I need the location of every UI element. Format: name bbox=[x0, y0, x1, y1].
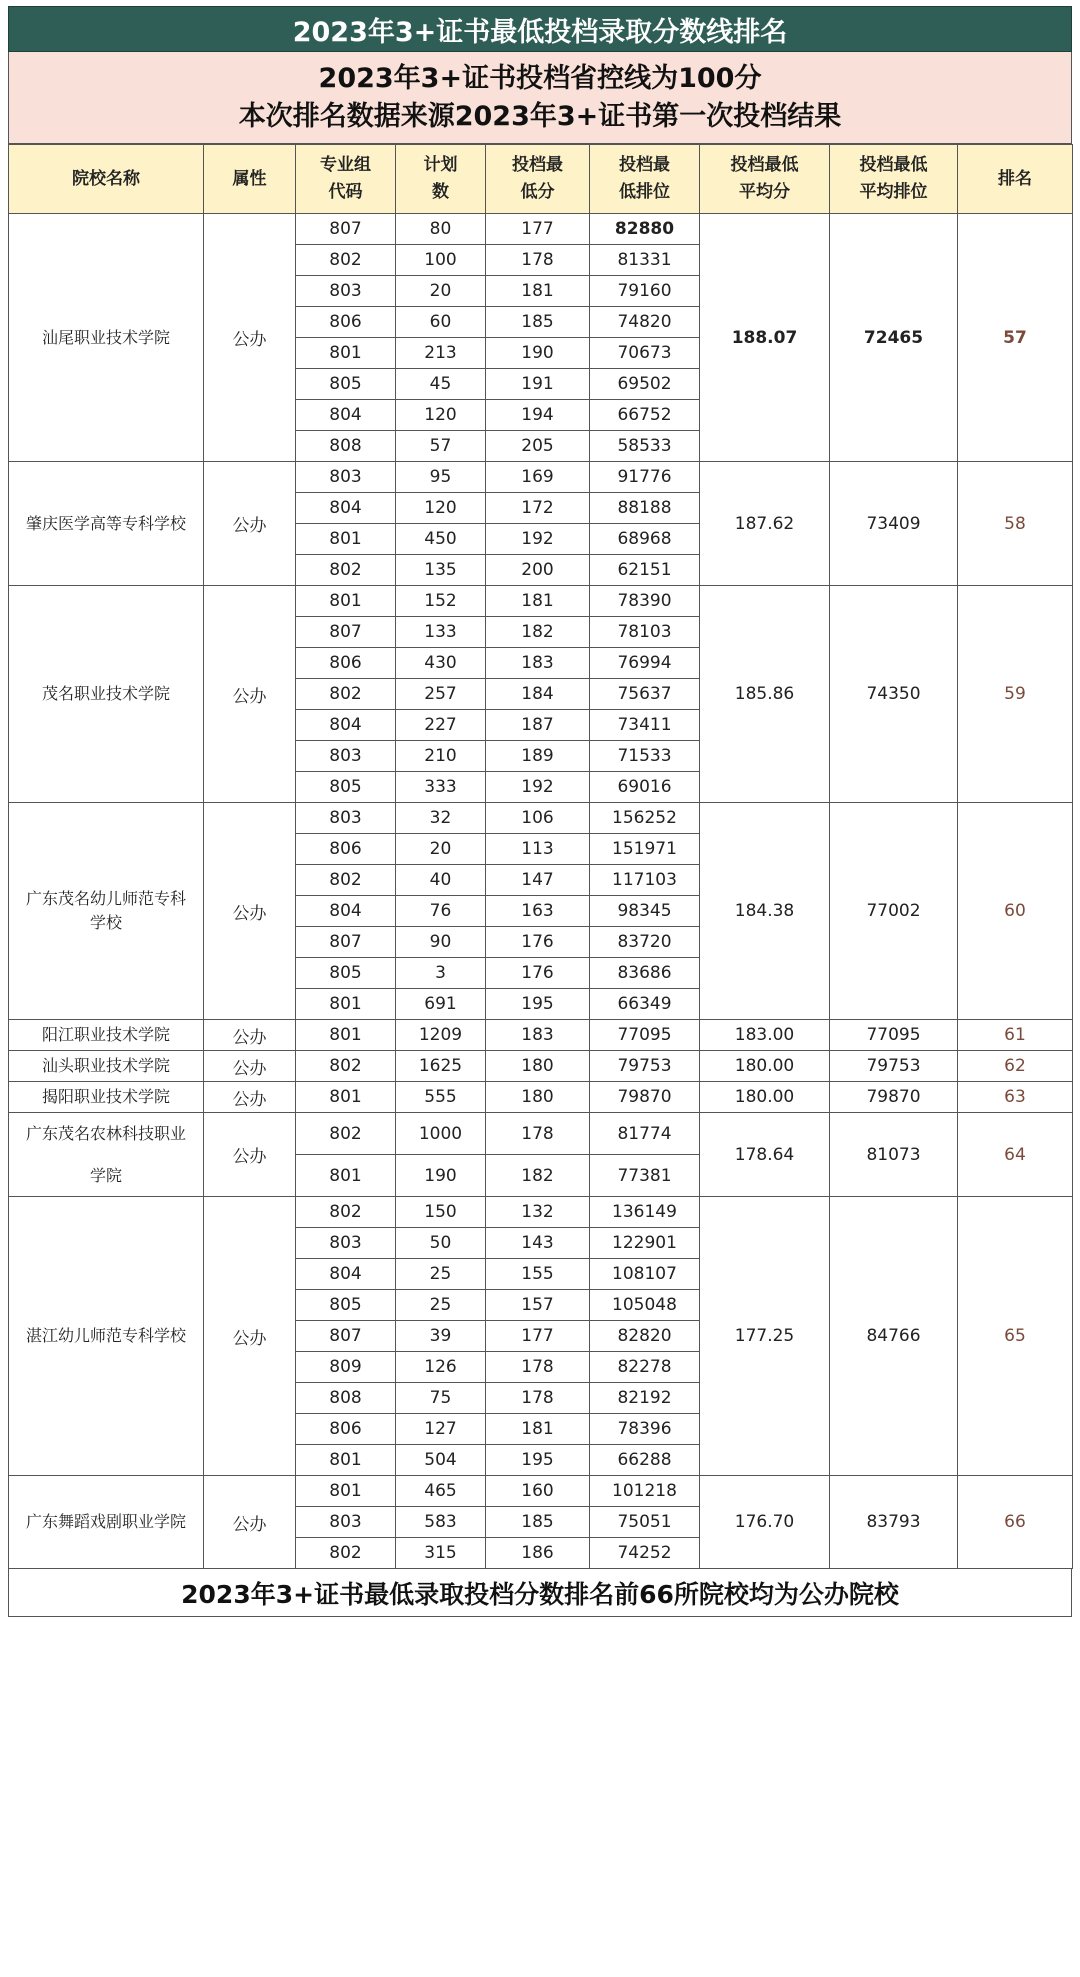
group-code-cell: 803 bbox=[296, 1507, 396, 1538]
column-header bbox=[9, 145, 204, 214]
subtitle-box bbox=[8, 52, 1072, 144]
min-score-cell: 178 bbox=[486, 1352, 590, 1383]
min-rank-cell: 62151 bbox=[590, 555, 700, 586]
plan-count-cell: 120 bbox=[396, 400, 486, 431]
school-type-cell: 公办 bbox=[204, 1476, 296, 1569]
min-score-cell: 181 bbox=[486, 586, 590, 617]
min-rank-cell: 79870 bbox=[590, 1082, 700, 1113]
group-code-cell: 806 bbox=[296, 307, 396, 338]
min-rank-cell: 101218 bbox=[590, 1476, 700, 1507]
table-row bbox=[9, 214, 1073, 245]
min-score-cell: 185 bbox=[486, 1507, 590, 1538]
plan-count-cell: 57 bbox=[396, 431, 486, 462]
avg-score-cell: 180.00 bbox=[700, 1082, 830, 1113]
plan-count-cell: 39 bbox=[396, 1321, 486, 1352]
group-code-cell: 803 bbox=[296, 462, 396, 493]
avg-score-cell: 188.07 bbox=[700, 214, 830, 462]
table-row bbox=[9, 586, 1073, 617]
subtitle-line-2: 本次排名数据来源2023年3+证书第一次投档结果 bbox=[238, 100, 842, 132]
min-score-cell: 106 bbox=[486, 803, 590, 834]
school-name-cell bbox=[9, 803, 204, 1020]
min-score-cell: 147 bbox=[486, 865, 590, 896]
min-score-cell: 205 bbox=[486, 431, 590, 462]
plan-count-cell: 1000 bbox=[396, 1113, 486, 1155]
column-header-line: 计划 bbox=[423, 155, 458, 175]
plan-count-cell: 100 bbox=[396, 245, 486, 276]
plan-count-cell: 45 bbox=[396, 369, 486, 400]
plan-count-cell: 40 bbox=[396, 865, 486, 896]
min-rank-cell: 81331 bbox=[590, 245, 700, 276]
school-name-cell bbox=[9, 1113, 204, 1197]
group-code-cell: 804 bbox=[296, 400, 396, 431]
min-score-cell: 176 bbox=[486, 927, 590, 958]
min-score-cell: 182 bbox=[486, 1155, 590, 1197]
min-rank-cell: 78103 bbox=[590, 617, 700, 648]
min-rank-cell: 91776 bbox=[590, 462, 700, 493]
min-rank-cell: 117103 bbox=[590, 865, 700, 896]
min-rank-cell: 66349 bbox=[590, 989, 700, 1020]
school-type-cell: 公办 bbox=[204, 462, 296, 586]
table-row bbox=[9, 1197, 1073, 1228]
min-score-cell: 113 bbox=[486, 834, 590, 865]
group-code-cell: 804 bbox=[296, 1259, 396, 1290]
rank-cell: 57 bbox=[958, 214, 1073, 462]
column-header-line: 排名 bbox=[998, 168, 1032, 189]
group-code-cell: 804 bbox=[296, 493, 396, 524]
plan-count-cell: 691 bbox=[396, 989, 486, 1020]
column-header-line: 专业组 bbox=[320, 155, 371, 175]
plan-count-cell: 430 bbox=[396, 648, 486, 679]
avg-rank-cell: 77002 bbox=[830, 803, 958, 1020]
plan-count-cell: 333 bbox=[396, 772, 486, 803]
group-code-cell: 808 bbox=[296, 431, 396, 462]
plan-count-cell: 227 bbox=[396, 710, 486, 741]
footer-note: 2023年3+证书最低录取投档分数排名前66所院校均为公办院校 bbox=[8, 1569, 1072, 1617]
group-code-cell: 805 bbox=[296, 369, 396, 400]
min-score-cell: 191 bbox=[486, 369, 590, 400]
plan-count-cell: 190 bbox=[396, 1155, 486, 1197]
school-name-line: 学院 bbox=[89, 1165, 122, 1185]
min-score-cell: 169 bbox=[486, 462, 590, 493]
plan-count-cell: 504 bbox=[396, 1445, 486, 1476]
min-rank-cell: 78396 bbox=[590, 1414, 700, 1445]
column-header-line: 低分 bbox=[520, 182, 555, 202]
avg-rank-cell: 79870 bbox=[830, 1082, 958, 1113]
min-rank-cell: 88188 bbox=[590, 493, 700, 524]
column-header-line: 数 bbox=[432, 182, 449, 202]
min-rank-cell: 70673 bbox=[590, 338, 700, 369]
plan-count-cell: 75 bbox=[396, 1383, 486, 1414]
min-score-cell: 178 bbox=[486, 1383, 590, 1414]
min-score-cell: 186 bbox=[486, 1538, 590, 1569]
group-code-cell: 801 bbox=[296, 586, 396, 617]
plan-count-cell: 555 bbox=[396, 1082, 486, 1113]
column-header-line: 平均分 bbox=[739, 182, 790, 202]
column-header-line: 平均排位 bbox=[859, 182, 928, 202]
min-rank-cell: 75637 bbox=[590, 679, 700, 710]
group-code-cell: 801 bbox=[296, 989, 396, 1020]
avg-score-cell: 177.25 bbox=[700, 1197, 830, 1476]
avg-rank-cell: 77095 bbox=[830, 1020, 958, 1051]
min-rank-cell: 82880 bbox=[590, 214, 700, 245]
min-rank-cell: 69016 bbox=[590, 772, 700, 803]
avg-score-cell: 187.62 bbox=[700, 462, 830, 586]
column-header-line: 属性 bbox=[232, 168, 267, 189]
school-name-line: 广东茂名农林科技职业 bbox=[25, 1123, 186, 1143]
min-rank-cell: 82820 bbox=[590, 1321, 700, 1352]
school-type-cell: 公办 bbox=[204, 1082, 296, 1113]
group-code-cell: 803 bbox=[296, 803, 396, 834]
plan-count-cell: 60 bbox=[396, 307, 486, 338]
group-code-cell: 801 bbox=[296, 1476, 396, 1507]
plan-count-cell: 133 bbox=[396, 617, 486, 648]
min-score-cell: 177 bbox=[486, 1321, 590, 1352]
plan-count-cell: 3 bbox=[396, 958, 486, 989]
group-code-cell: 802 bbox=[296, 1113, 396, 1155]
school-name-cell bbox=[9, 586, 204, 803]
column-header bbox=[296, 145, 396, 214]
min-score-cell: 200 bbox=[486, 555, 590, 586]
min-rank-cell: 74820 bbox=[590, 307, 700, 338]
min-score-cell: 181 bbox=[486, 1414, 590, 1445]
school-type-cell: 公办 bbox=[204, 214, 296, 462]
plan-count-cell: 25 bbox=[396, 1290, 486, 1321]
group-code-cell: 801 bbox=[296, 338, 396, 369]
min-score-cell: 178 bbox=[486, 1113, 590, 1155]
group-code-cell: 802 bbox=[296, 1538, 396, 1569]
min-rank-cell: 156252 bbox=[590, 803, 700, 834]
min-rank-cell: 68968 bbox=[590, 524, 700, 555]
min-score-cell: 160 bbox=[486, 1476, 590, 1507]
table-body bbox=[9, 214, 1073, 1569]
min-rank-cell: 74252 bbox=[590, 1538, 700, 1569]
min-score-cell: 195 bbox=[486, 1445, 590, 1476]
min-rank-cell: 73411 bbox=[590, 710, 700, 741]
plan-count-cell: 1209 bbox=[396, 1020, 486, 1051]
school-name-cell bbox=[9, 1082, 204, 1113]
school-name-line: 学校 bbox=[89, 913, 122, 932]
rank-cell: 60 bbox=[958, 803, 1073, 1020]
avg-score-cell: 176.70 bbox=[700, 1476, 830, 1569]
group-code-cell: 807 bbox=[296, 927, 396, 958]
min-rank-cell: 83720 bbox=[590, 927, 700, 958]
column-header-line: 投档最低 bbox=[859, 155, 928, 175]
min-score-cell: 178 bbox=[486, 245, 590, 276]
column-header-line: 投档最低 bbox=[730, 155, 799, 175]
min-rank-cell: 83686 bbox=[590, 958, 700, 989]
group-code-cell: 802 bbox=[296, 679, 396, 710]
table-row bbox=[9, 1051, 1073, 1082]
school-type-cell: 公办 bbox=[204, 1113, 296, 1197]
group-code-cell: 806 bbox=[296, 834, 396, 865]
min-score-cell: 190 bbox=[486, 338, 590, 369]
min-rank-cell: 98345 bbox=[590, 896, 700, 927]
group-code-cell: 806 bbox=[296, 648, 396, 679]
group-code-cell: 801 bbox=[296, 1082, 396, 1113]
group-code-cell: 804 bbox=[296, 896, 396, 927]
page bbox=[8, 6, 1072, 1617]
school-name-line: 阳江职业技术学院 bbox=[41, 1025, 170, 1044]
school-name-line: 广东茂名幼儿师范专科 bbox=[25, 889, 186, 908]
school-type-cell: 公办 bbox=[204, 803, 296, 1020]
table-row bbox=[9, 1082, 1073, 1113]
table-row bbox=[9, 1476, 1073, 1507]
plan-count-cell: 583 bbox=[396, 1507, 486, 1538]
rank-cell: 64 bbox=[958, 1113, 1073, 1197]
min-rank-cell: 76994 bbox=[590, 648, 700, 679]
min-rank-cell: 136149 bbox=[590, 1197, 700, 1228]
avg-rank-cell: 81073 bbox=[830, 1113, 958, 1197]
min-score-cell: 172 bbox=[486, 493, 590, 524]
rank-cell: 65 bbox=[958, 1197, 1073, 1476]
school-type-cell: 公办 bbox=[204, 1197, 296, 1476]
school-name-line: 汕头职业技术学院 bbox=[41, 1056, 170, 1075]
school-name-line: 汕尾职业技术学院 bbox=[41, 327, 170, 347]
min-score-cell: 177 bbox=[486, 214, 590, 245]
plan-count-cell: 50 bbox=[396, 1228, 486, 1259]
min-score-cell: 176 bbox=[486, 958, 590, 989]
plan-count-cell: 150 bbox=[396, 1197, 486, 1228]
min-rank-cell: 108107 bbox=[590, 1259, 700, 1290]
school-name-line: 肇庆医学高等专科学校 bbox=[25, 513, 186, 533]
column-header-line: 投档最 bbox=[619, 155, 670, 175]
min-rank-cell: 78390 bbox=[590, 586, 700, 617]
group-code-cell: 807 bbox=[296, 1321, 396, 1352]
min-score-cell: 155 bbox=[486, 1259, 590, 1290]
avg-rank-cell: 79753 bbox=[830, 1051, 958, 1082]
column-header bbox=[396, 145, 486, 214]
plan-count-cell: 213 bbox=[396, 338, 486, 369]
plan-count-cell: 126 bbox=[396, 1352, 486, 1383]
school-type-cell: 公办 bbox=[204, 586, 296, 803]
min-score-cell: 195 bbox=[486, 989, 590, 1020]
plan-count-cell: 127 bbox=[396, 1414, 486, 1445]
school-name-cell bbox=[9, 1051, 204, 1082]
rank-cell: 61 bbox=[958, 1020, 1073, 1051]
group-code-cell: 803 bbox=[296, 741, 396, 772]
min-rank-cell: 82192 bbox=[590, 1383, 700, 1414]
school-name-cell bbox=[9, 1476, 204, 1569]
avg-score-cell: 180.00 bbox=[700, 1051, 830, 1082]
table-row bbox=[9, 803, 1073, 834]
group-code-cell: 802 bbox=[296, 1197, 396, 1228]
column-header-line: 低排位 bbox=[619, 182, 670, 202]
score-table bbox=[8, 144, 1073, 1569]
plan-count-cell: 90 bbox=[396, 927, 486, 958]
plan-count-cell: 210 bbox=[396, 741, 486, 772]
plan-count-cell: 25 bbox=[396, 1259, 486, 1290]
group-code-cell: 802 bbox=[296, 865, 396, 896]
group-code-cell: 807 bbox=[296, 214, 396, 245]
rank-cell: 63 bbox=[958, 1082, 1073, 1113]
group-code-cell: 807 bbox=[296, 617, 396, 648]
group-code-cell: 804 bbox=[296, 710, 396, 741]
rank-cell: 58 bbox=[958, 462, 1073, 586]
column-header bbox=[830, 145, 958, 214]
table-header-row bbox=[9, 145, 1073, 214]
plan-count-cell: 450 bbox=[396, 524, 486, 555]
table-row bbox=[9, 462, 1073, 493]
plan-count-cell: 32 bbox=[396, 803, 486, 834]
group-code-cell: 801 bbox=[296, 1020, 396, 1051]
min-rank-cell: 69502 bbox=[590, 369, 700, 400]
page-title: 2023年3+证书最低投档录取分数线排名 bbox=[8, 6, 1072, 52]
plan-count-cell: 152 bbox=[396, 586, 486, 617]
avg-score-cell: 185.86 bbox=[700, 586, 830, 803]
plan-count-cell: 465 bbox=[396, 1476, 486, 1507]
avg-rank-cell: 74350 bbox=[830, 586, 958, 803]
group-code-cell: 805 bbox=[296, 772, 396, 803]
plan-count-cell: 95 bbox=[396, 462, 486, 493]
group-code-cell: 805 bbox=[296, 1290, 396, 1321]
min-score-cell: 181 bbox=[486, 276, 590, 307]
plan-count-cell: 135 bbox=[396, 555, 486, 586]
table-row bbox=[9, 1113, 1073, 1155]
min-rank-cell: 66288 bbox=[590, 1445, 700, 1476]
min-rank-cell: 58533 bbox=[590, 431, 700, 462]
min-score-cell: 187 bbox=[486, 710, 590, 741]
group-code-cell: 802 bbox=[296, 1051, 396, 1082]
school-name-line: 广东舞蹈戏剧职业学院 bbox=[25, 1512, 186, 1531]
plan-count-cell: 76 bbox=[396, 896, 486, 927]
avg-rank-cell: 84766 bbox=[830, 1197, 958, 1476]
min-score-cell: 185 bbox=[486, 307, 590, 338]
school-type-cell: 公办 bbox=[204, 1020, 296, 1051]
column-header-line: 院校名称 bbox=[72, 168, 140, 189]
min-score-cell: 182 bbox=[486, 617, 590, 648]
subtitle-line-1: 2023年3+证书投档省控线为100分 bbox=[318, 62, 762, 94]
group-code-cell: 802 bbox=[296, 245, 396, 276]
group-code-cell: 806 bbox=[296, 1414, 396, 1445]
rank-cell: 62 bbox=[958, 1051, 1073, 1082]
group-code-cell: 801 bbox=[296, 1445, 396, 1476]
column-header bbox=[590, 145, 700, 214]
group-code-cell: 803 bbox=[296, 276, 396, 307]
min-rank-cell: 77095 bbox=[590, 1020, 700, 1051]
plan-count-cell: 20 bbox=[396, 276, 486, 307]
min-rank-cell: 66752 bbox=[590, 400, 700, 431]
school-name-cell bbox=[9, 462, 204, 586]
min-score-cell: 163 bbox=[486, 896, 590, 927]
plan-count-cell: 1625 bbox=[396, 1051, 486, 1082]
plan-count-cell: 80 bbox=[396, 214, 486, 245]
min-score-cell: 184 bbox=[486, 679, 590, 710]
min-rank-cell: 75051 bbox=[590, 1507, 700, 1538]
group-code-cell: 801 bbox=[296, 1155, 396, 1197]
school-name-cell bbox=[9, 1020, 204, 1051]
rank-cell: 59 bbox=[958, 586, 1073, 803]
min-score-cell: 180 bbox=[486, 1051, 590, 1082]
min-score-cell: 180 bbox=[486, 1082, 590, 1113]
min-score-cell: 132 bbox=[486, 1197, 590, 1228]
min-rank-cell: 79753 bbox=[590, 1051, 700, 1082]
avg-score-cell: 183.00 bbox=[700, 1020, 830, 1051]
school-name-line: 揭阳职业技术学院 bbox=[41, 1087, 170, 1106]
plan-count-cell: 257 bbox=[396, 679, 486, 710]
column-header-line: 代码 bbox=[328, 182, 363, 202]
avg-score-cell: 178.64 bbox=[700, 1113, 830, 1197]
group-code-cell: 809 bbox=[296, 1352, 396, 1383]
school-name-line: 茂名职业技术学院 bbox=[41, 684, 170, 703]
min-rank-cell: 79160 bbox=[590, 276, 700, 307]
school-name-line: 湛江幼儿师范专科学校 bbox=[25, 1326, 186, 1345]
min-score-cell: 183 bbox=[486, 648, 590, 679]
column-header bbox=[958, 145, 1073, 214]
group-code-cell: 802 bbox=[296, 555, 396, 586]
group-code-cell: 805 bbox=[296, 958, 396, 989]
min-score-cell: 192 bbox=[486, 772, 590, 803]
min-score-cell: 194 bbox=[486, 400, 590, 431]
table-row bbox=[9, 1020, 1073, 1051]
min-rank-cell: 122901 bbox=[590, 1228, 700, 1259]
avg-rank-cell: 83793 bbox=[830, 1476, 958, 1569]
school-name-cell bbox=[9, 1197, 204, 1476]
column-header bbox=[204, 145, 296, 214]
group-code-cell: 801 bbox=[296, 524, 396, 555]
min-rank-cell: 71533 bbox=[590, 741, 700, 772]
min-rank-cell: 151971 bbox=[590, 834, 700, 865]
min-score-cell: 183 bbox=[486, 1020, 590, 1051]
rank-cell: 66 bbox=[958, 1476, 1073, 1569]
min-score-cell: 192 bbox=[486, 524, 590, 555]
min-score-cell: 189 bbox=[486, 741, 590, 772]
min-rank-cell: 105048 bbox=[590, 1290, 700, 1321]
avg-score-cell: 184.38 bbox=[700, 803, 830, 1020]
column-header bbox=[486, 145, 590, 214]
min-rank-cell: 82278 bbox=[590, 1352, 700, 1383]
min-score-cell: 143 bbox=[486, 1228, 590, 1259]
group-code-cell: 803 bbox=[296, 1228, 396, 1259]
avg-rank-cell: 73409 bbox=[830, 462, 958, 586]
column-header bbox=[700, 145, 830, 214]
group-code-cell: 808 bbox=[296, 1383, 396, 1414]
min-score-cell: 157 bbox=[486, 1290, 590, 1321]
min-rank-cell: 81774 bbox=[590, 1113, 700, 1155]
column-header-line: 投档最 bbox=[512, 155, 563, 175]
avg-rank-cell: 72465 bbox=[830, 214, 958, 462]
min-rank-cell: 77381 bbox=[590, 1155, 700, 1197]
plan-count-cell: 120 bbox=[396, 493, 486, 524]
plan-count-cell: 315 bbox=[396, 1538, 486, 1569]
school-name-cell bbox=[9, 214, 204, 462]
school-type-cell: 公办 bbox=[204, 1051, 296, 1082]
plan-count-cell: 20 bbox=[396, 834, 486, 865]
